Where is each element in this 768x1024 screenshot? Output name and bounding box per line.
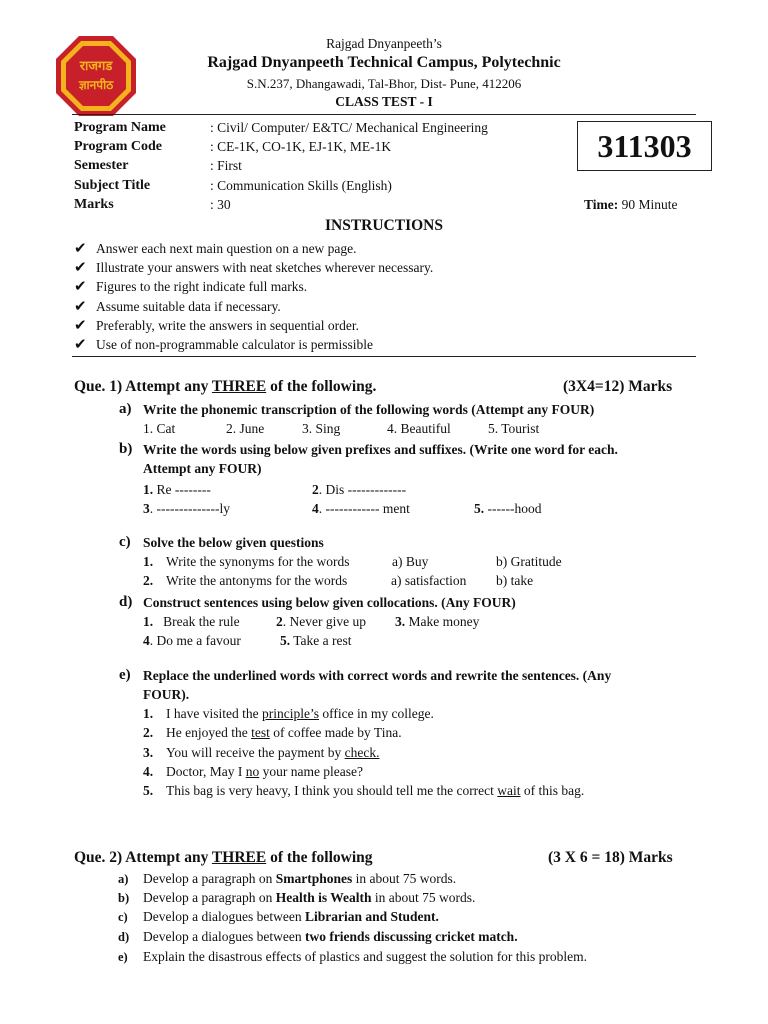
q1b-text-cont: Attempt any FOUR) (143, 461, 262, 476)
info-label-program-code: Program Code (74, 139, 162, 154)
q1d-collocation: 4. Do me a favour (143, 633, 241, 648)
info-value-marks: : 30 (210, 197, 231, 212)
q1c-item-b: b) take (496, 573, 534, 588)
q1d-collocation: 1. Break the rule (143, 614, 240, 629)
header-divider (72, 114, 696, 115)
q1d-text: Construct sentences using below given collocations. (Any FOUR) (143, 595, 516, 610)
q1e-label: e) (119, 667, 131, 683)
instruction-item: ✔ Illustrate your answers with neat sketches wherever necessary. (74, 260, 434, 276)
time-label: Time: (584, 197, 619, 212)
q1e-sentence: Doctor, May I no your name please? (166, 764, 364, 779)
instruction-item: ✔ Assume suitable data if necessary. (74, 299, 281, 315)
q2-item-text: Develop a paragraph on Health is Wealth in about 75 words. (143, 890, 476, 905)
logo-text-top: राजगड (79, 59, 113, 74)
q1e-text: Replace the underlined words with correct words and rewrite the sentences. (Any (143, 668, 612, 683)
q2-item-label: b) (118, 891, 130, 905)
q1c-label: c) (119, 534, 131, 550)
check-icon: ✔ (74, 260, 87, 276)
q1b-item: 5. ------hood (474, 501, 542, 516)
q1c-item-a: a) satisfaction (391, 573, 467, 588)
q1d-collocation: 5. Take a rest (280, 633, 352, 648)
q1d-collocation: 3. Make money (395, 614, 480, 629)
info-value-semester: : First (210, 158, 242, 173)
q1e-sentence: He enjoyed the test of coffee made by Tina. (166, 725, 402, 740)
q1-marks: (3X4=12) Marks (563, 378, 673, 395)
q1b-item: 3. --------------ly (143, 501, 230, 516)
time-allowed (584, 197, 678, 213)
q1c-item-a: a) Buy (392, 554, 429, 569)
instruction-item: ✔ Figures to the right indicate full marks. (74, 279, 308, 295)
q1a-word: 4. Beautiful (387, 421, 451, 436)
q1b-item: 4. ------------ ment (312, 501, 410, 516)
test-title: CLASS TEST - I (335, 94, 433, 109)
q1d-label: d) (119, 594, 133, 610)
q1a-word: 3. Sing (302, 421, 341, 436)
q1c-item-b: b) Gratitude (496, 554, 562, 569)
q2-item-label: e) (118, 950, 128, 964)
q1c-item-number: 2. (143, 573, 154, 588)
q1b-item: 2. Dis ------------- (312, 482, 407, 497)
q1e-item-number: 3. (143, 745, 154, 760)
institute-address: S.N.237, Dhangawadi, Tal-Bhor, Dist- Pune, 412206 (246, 76, 522, 91)
q1c-item-text: Write the synonyms for the words (166, 554, 350, 569)
q1-heading: Que. 1) Attempt any THREE of the following. (74, 378, 377, 395)
trust-name: Rajgad Dnyanpeeth’s (326, 36, 442, 51)
q1e-item-number: 2. (143, 725, 154, 740)
instructions-title: INSTRUCTIONS (324, 217, 443, 234)
q1b-label: b) (119, 441, 133, 457)
q1e-sentence: I have visited the principle’s office in my college. (166, 706, 434, 721)
info-value-program-code: : CE-1K, CO-1K, EJ-1K, ME-1K (210, 139, 392, 154)
info-label-semester: Semester (74, 158, 129, 173)
q1e-item-number: 5. (143, 783, 154, 798)
q1e-item-number: 1. (143, 706, 154, 721)
q2-item-label: d) (118, 930, 130, 944)
check-icon: ✔ (74, 337, 87, 353)
instruction-item: ✔ Use of non-programmable calculator is permissible (74, 337, 374, 353)
q1a-text: Write the phonemic transcription of the following words (Attempt any FOUR) (143, 402, 595, 417)
q2-item-text: Develop a paragraph on Smartphones in about 75 words. (143, 871, 457, 886)
q2-heading: Que. 2) Attempt any THREE of the following (74, 849, 373, 866)
q2-item-text: Develop a dialogues between two friends discussing cricket match. (143, 929, 518, 944)
q2-item-text: Develop a dialogues between Librarian and Student. (143, 909, 439, 924)
q1e-text-cont: FOUR). (143, 687, 190, 702)
time-value: 90 Minute (618, 197, 678, 212)
check-icon: ✔ (74, 241, 87, 257)
check-icon: ✔ (74, 279, 87, 295)
info-value-subject-title: : Communication Skills (English) (210, 178, 392, 193)
info-label-subject-title: Subject Title (74, 178, 151, 193)
institute-name: Rajgad Dnyanpeeth Technical Campus, Polytechnic (207, 54, 561, 71)
q1d-collocation: 2. Never give up (276, 614, 366, 629)
q1e-item-number: 4. (143, 764, 154, 779)
check-icon: ✔ (74, 318, 87, 334)
q1a-word: 5. Tourist (488, 421, 540, 436)
info-label-program-name: Program Name (74, 120, 166, 135)
q2-marks: (3 X 6 = 18) Marks (548, 849, 673, 866)
q2-item-label: c) (118, 910, 128, 924)
q1b-text: Write the words using below given prefixes and suffixes. (Write one word for each. (143, 442, 618, 457)
q1a-word: 2. June (226, 421, 265, 436)
q1a-word: 1. Cat (143, 421, 176, 436)
info-label-marks: Marks (74, 197, 114, 212)
instruction-item: ✔ Answer each next main question on a new page. (74, 241, 357, 257)
check-icon: ✔ (74, 299, 87, 315)
q2-item-text: Explain the disastrous effects of plastics and suggest the solution for this problem. (143, 949, 588, 964)
q1e-sentence: You will receive the payment by check. (166, 745, 380, 760)
q1e-sentence: This bag is very heavy, I think you should tell me the correct wait of this bag. (166, 783, 585, 798)
instruction-item: ✔ Preferably, write the answers in sequential order. (74, 318, 360, 334)
q1b-item: 1. Re -------- (143, 482, 211, 497)
q2-item-label: a) (118, 872, 129, 886)
q1c-item-text: Write the antonyms for the words (166, 573, 348, 588)
logo-text-bottom: ज्ञानपीठ (78, 78, 114, 92)
q1c-item-number: 1. (143, 554, 154, 569)
instructions-divider (72, 356, 696, 357)
info-value-program-name: : Civil/ Computer/ E&TC/ Mechanical Engineering (210, 120, 488, 135)
course-code-box: 311303 (577, 121, 712, 171)
q1a-label: a) (119, 401, 132, 417)
q1c-text: Solve the below given questions (143, 535, 324, 550)
